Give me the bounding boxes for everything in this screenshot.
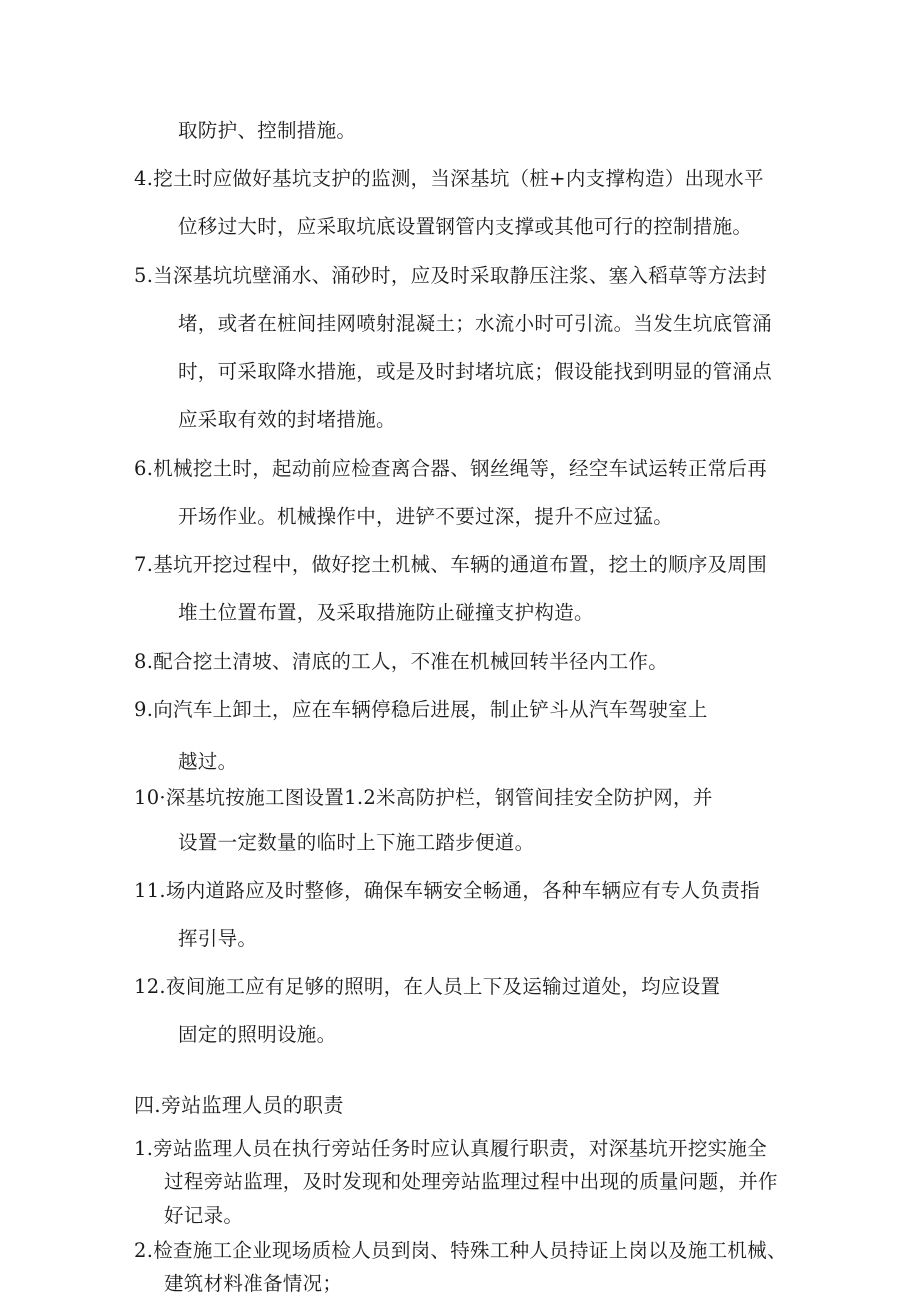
item-number: 7 <box>134 553 147 576</box>
item-text: .旁站监理人员在执行旁站任务时应认真履行职责，对深基坑开挖实施全 <box>146 1137 768 1160</box>
list-item-9-line-2: 越过。 <box>178 750 238 773</box>
item-number: 8 <box>134 650 147 673</box>
item-number: 5 <box>134 264 147 287</box>
item-text: .挖土时应做好基坑支护的监测，当深基坑（桩+内支撑构造）出现水平 <box>146 167 764 190</box>
list-item-8-line-1 <box>134 649 668 675</box>
list-item-7-line-2: 堆土位置布置，及采取措施防止碰撞支护构造。 <box>178 601 594 624</box>
list-item-10-line-2: 设置一定数量的临时上下施工踏步便道。 <box>178 831 535 854</box>
list-item-7-line-1 <box>134 552 767 578</box>
list-item-9-line-1 <box>134 697 708 723</box>
item-text: .场内道路应及时整修，确保车辆安全畅通，各种车辆应有专人负责指 <box>159 879 760 902</box>
item-number: 1 <box>134 1137 147 1160</box>
item-text: .基坑开挖过程中，做好挖土机械、车辆的通道布置，挖土的顺序及周围 <box>146 553 768 576</box>
item-number: 2 <box>134 1239 147 1262</box>
item-text: .检查施工企业现场质检人员到岗、特殊工种人员持证上岗以及施工机械、 <box>146 1239 787 1262</box>
item-number: 4 <box>134 167 147 190</box>
list-item-4-line-2: 位移过大时，应采取坑底设置钢管内支撑或其他可行的控制措施。 <box>178 215 753 238</box>
section-item-1-line-3: 好记录。 <box>164 1204 244 1227</box>
list-item-4-line-1 <box>134 166 764 192</box>
item-number: 11 <box>134 879 160 902</box>
list-item-11-line-1 <box>134 878 760 904</box>
list-item-10-line-1: 10·深基坑按施工图设置1.2米高防护栏，钢管间挂安全防护网，并 <box>134 786 713 809</box>
item-number: 12 <box>134 975 160 998</box>
item-number: 9 <box>134 698 147 721</box>
item-3-continuation: 取防护、控制措施。 <box>178 119 357 142</box>
section-heading: 四.旁站监理人员的职责 <box>134 1093 344 1117</box>
section-item-1-line-1 <box>134 1136 767 1162</box>
item-text: .配合挖土清坡、清底的工人，不准在机械回转半径内工作。 <box>146 650 669 673</box>
list-item-11-line-2: 挥引导。 <box>178 927 258 950</box>
section-item-1-line-2: 过程旁站监理，及时发现和处理旁站监理过程中出现的质量问题，并作 <box>164 1170 778 1193</box>
item-text: .机械挖土时，起动前应检查离合器、钢丝绳等，经空车试运转正常后再 <box>146 457 768 480</box>
list-item-5-line-2: 堵，或者在桩间挂网喷射混凝土；水流小时可引流。当发生坑底管涌 <box>178 312 773 335</box>
item-text: .当深基坑坑壁涌水、涌砂时，应及时采取静压注浆、塞入稻草等方法封 <box>146 264 768 287</box>
list-item-12-line-2: 固定的照明设施。 <box>178 1023 337 1046</box>
list-item-12-line-1 <box>134 974 720 1000</box>
list-item-6-line-1 <box>134 456 767 482</box>
section-item-2-line-2: 建筑材料准备情况； <box>164 1272 343 1295</box>
list-item-5-line-4: 应采取有效的封堵措施。 <box>178 408 396 431</box>
item-number: 6 <box>134 457 147 480</box>
list-item-5-line-3: 时，可采取降水措施，或是及时封堵坑底；假设能找到明显的管涌点 <box>178 360 773 383</box>
section-item-2-line-1 <box>134 1238 787 1264</box>
item-text: .夜间施工应有足够的照明，在人员上下及运输过道处，均应设置 <box>159 975 721 998</box>
item-text: .向汽车上卸土，应在车辆停稳后进展，制止铲斗从汽车驾驶室上 <box>146 698 708 721</box>
list-item-6-line-2: 开场作业。机械操作中，进铲不要过深，提升不应过猛。 <box>178 505 674 528</box>
list-item-5-line-1 <box>134 263 767 289</box>
